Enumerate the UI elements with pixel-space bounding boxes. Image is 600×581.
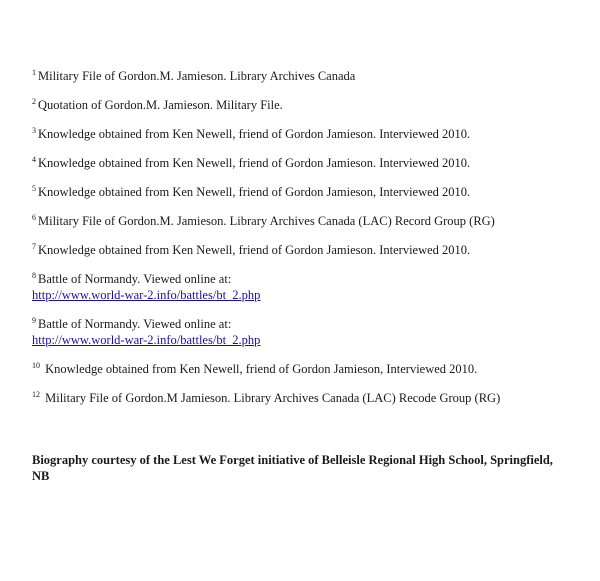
footnote-4 bbox=[32, 155, 584, 171]
footnote-text: Knowledge obtained from Ken Newell, friend of Gordon Jamieson, Interviewed 2010. bbox=[38, 185, 471, 199]
footnote-number: 6 bbox=[32, 213, 36, 222]
footnote-text: Knowledge obtained from Ken Newell, friend of Gordon Jamieson. Interviewed 2010. bbox=[38, 243, 471, 257]
footnote-7 bbox=[32, 242, 584, 258]
footnote-text: Military File of Gordon.M. Jamieson. Library Archives Canada (LAC) Record Group (RG) bbox=[38, 214, 495, 228]
footnote-9 bbox=[32, 316, 584, 348]
footnote-text: Battle of Normandy. Viewed online at: bbox=[38, 317, 232, 331]
footnote-number: 4 bbox=[32, 155, 36, 164]
footnote-link[interactable]: http://www.world-war-2.info/battles/bt_2.php bbox=[32, 333, 261, 347]
footnote-text: Military File of Gordon.M Jamieson. Library Archives Canada (LAC) Recode Group (RG) bbox=[42, 391, 501, 405]
footnote-8 bbox=[32, 271, 584, 303]
footnote-list bbox=[32, 68, 584, 419]
footnote-text: Knowledge obtained from Ken Newell, friend of Gordon Jamieson. Interviewed 2010. bbox=[38, 127, 471, 141]
footnote-number: 12 bbox=[32, 390, 40, 399]
footnote-number: 5 bbox=[32, 184, 36, 193]
biography-credit: Biography courtesy of the Lest We Forget initiative of Belleisle Regional High School, Springfield, NB bbox=[32, 453, 553, 483]
footnote-10 bbox=[32, 361, 584, 377]
footnote-6 bbox=[32, 213, 584, 229]
footnote-number: 3 bbox=[32, 126, 36, 135]
footnote-number: 2 bbox=[32, 97, 36, 106]
footnote-5 bbox=[32, 184, 584, 200]
footnote-text: Battle of Normandy. Viewed online at: bbox=[38, 272, 232, 286]
footnote-text: Knowledge obtained from Ken Newell, friend of Gordon Jamieson. Interviewed 2010. bbox=[38, 156, 471, 170]
footnote-number: 1 bbox=[32, 68, 36, 77]
footnote-2 bbox=[32, 97, 584, 113]
footnote-text: Military File of Gordon.M. Jamieson. Library Archives Canada bbox=[38, 69, 356, 83]
footnote-number: 8 bbox=[32, 271, 36, 280]
footnote-1 bbox=[32, 68, 584, 84]
footnote-link[interactable]: http://www.world-war-2.info/battles/bt_2.php bbox=[32, 288, 261, 302]
footnote-number: 10 bbox=[32, 361, 40, 370]
footnote-text: Quotation of Gordon.M. Jamieson. Military File. bbox=[38, 98, 283, 112]
footnote-number: 9 bbox=[32, 316, 36, 325]
footnote-text: Knowledge obtained from Ken Newell, friend of Gordon Jamieson, Interviewed 2010. bbox=[42, 362, 478, 376]
footnote-12 bbox=[32, 390, 584, 406]
footnote-3 bbox=[32, 126, 584, 142]
footnote-number: 7 bbox=[32, 242, 36, 251]
